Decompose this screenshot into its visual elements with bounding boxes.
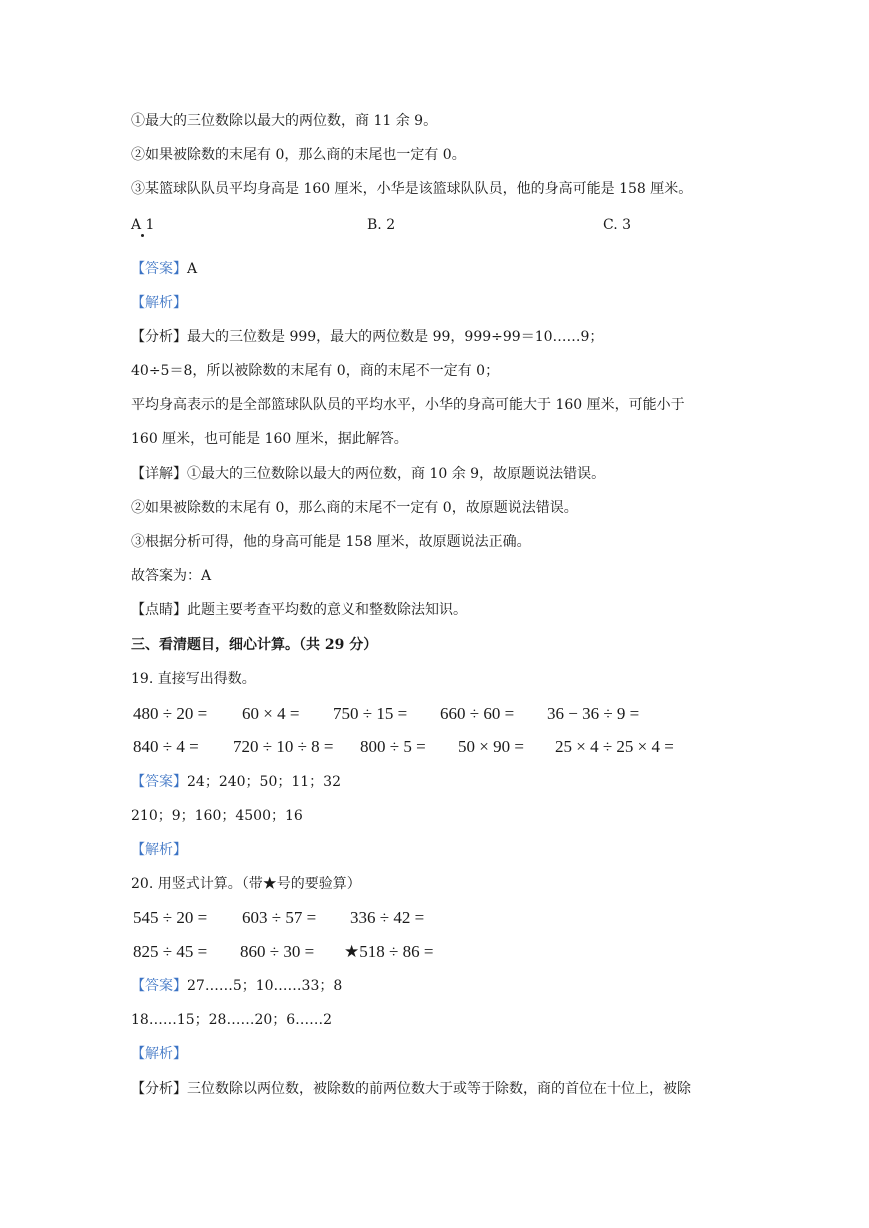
q19-expr: 480 ÷ 20 = xyxy=(133,704,208,723)
q19-expr: 36 − 36 ÷ 9 = xyxy=(547,704,640,723)
q19-expr: 60 × 4 = xyxy=(242,704,300,723)
answer-value: A xyxy=(187,261,198,277)
statement-2: ②如果被除数的末尾有 0，那么商的末尾也一定有 0。 xyxy=(131,147,466,163)
answer-tag: 【答案】 xyxy=(131,774,187,790)
q20-answer-2: 18……15；28……20；6……2 xyxy=(131,1012,333,1028)
q19-expr: 25 × 4 ÷ 25 × 4 = xyxy=(555,737,674,756)
q20-title: 20. 用竖式计算。（带★号的要验算） xyxy=(131,876,361,892)
comment-text: 此题主要考查平均数的意义和整数除法知识。 xyxy=(187,602,467,618)
statement-3: ③某篮球队队员平均身高是 160 厘米，小华是该篮球队队员，他的身高可能是 158 厘米。 xyxy=(131,181,693,197)
q20-expr: 336 ÷ 42 = xyxy=(350,908,425,927)
fenxi-tag: 【分析】 xyxy=(131,1081,187,1097)
comment-tag: 【点睛】 xyxy=(131,602,187,618)
q18-analysis-tag xyxy=(131,294,187,312)
q20-expr: 825 ÷ 45 = xyxy=(133,942,208,961)
answer-text-1: 24；240；50；11；32 xyxy=(187,774,341,790)
q18-final: 故答案为：A xyxy=(131,568,212,584)
q20-fenxi-1 xyxy=(131,1080,691,1098)
q18-detail-3: ③根据分析可得，他的身高可能是 158 厘米，故原题说法正确。 xyxy=(131,534,531,550)
q18-fenxi-2: 40÷5＝8，所以被除数的末尾有 0，商的末尾不一定有 0； xyxy=(131,363,500,379)
analysis-tag: 【解析】 xyxy=(131,1046,187,1062)
option-a: A 1 xyxy=(131,217,155,233)
option-c: C. 3 xyxy=(603,217,632,233)
q19-answer xyxy=(131,773,341,791)
q18-fenxi-3: 平均身高表示的是全部篮球队队员的平均水平，小华的身高可能大于 160 厘米，可能小于 xyxy=(131,397,685,413)
q19-expr: 750 ÷ 15 = xyxy=(333,704,408,723)
q19-expr: 720 ÷ 10 ÷ 8 = xyxy=(233,737,334,756)
fenxi-tag: 【分析】 xyxy=(131,329,187,345)
q19-expr: 800 ÷ 5 = xyxy=(360,737,426,756)
q18-fenxi-4: 160 厘米，也可能是 160 厘米，据此解答。 xyxy=(131,431,408,447)
option-a-dot xyxy=(141,234,144,237)
section-title: 三、看清题目，细心计算。（共 29 分） xyxy=(131,637,378,653)
q19-expr: 840 ÷ 4 = xyxy=(133,737,199,756)
q20-answer xyxy=(131,977,342,995)
q18-answer xyxy=(131,260,197,278)
answer-tag: 【答案】 xyxy=(131,978,187,994)
fenxi-text-1: 最大的三位数是 999，最大的两位数是 99，999÷99＝10……9； xyxy=(187,329,604,345)
analysis-tag: 【解析】 xyxy=(131,295,187,311)
q19-expr: 50 × 90 = xyxy=(458,737,524,756)
q19-title: 19. 直接写出得数。 xyxy=(131,671,256,687)
detail-text-1: ①最大的三位数除以最大的两位数，商 10 余 9，故原题说法错误。 xyxy=(187,466,606,482)
q20-expr: 860 ÷ 30 = xyxy=(240,942,315,961)
q18-detail-2: ②如果被除数的末尾有 0，那么商的末尾不一定有 0，故原题说法错误。 xyxy=(131,500,578,516)
answer-text-1: 27……5；10……33；8 xyxy=(187,978,343,994)
q18-fenxi-1 xyxy=(131,328,603,346)
q19-analysis-tag xyxy=(131,841,187,859)
q18-comment xyxy=(131,601,467,619)
statement-1: ①最大的三位数除以最大的两位数，商 11 余 9。 xyxy=(131,113,438,129)
q18-detail-1 xyxy=(131,465,605,483)
q19-expr: 660 ÷ 60 = xyxy=(440,704,515,723)
q20-analysis-tag xyxy=(131,1045,187,1063)
option-b: B. 2 xyxy=(367,217,396,233)
detail-tag: 【详解】 xyxy=(131,466,187,482)
q19-answer-2: 210；9；160；4500；16 xyxy=(131,808,303,824)
q20-expr: 545 ÷ 20 = xyxy=(133,908,208,927)
q20-expr: ★518 ÷ 86 = xyxy=(344,942,434,961)
answer-tag: 【答案】 xyxy=(131,261,187,277)
fenxi-text-1: 三位数除以两位数，被除数的前两位数大于或等于除数，商的首位在十位上，被除 xyxy=(187,1081,691,1097)
q20-expr: 603 ÷ 57 = xyxy=(242,908,317,927)
analysis-tag: 【解析】 xyxy=(131,842,187,858)
